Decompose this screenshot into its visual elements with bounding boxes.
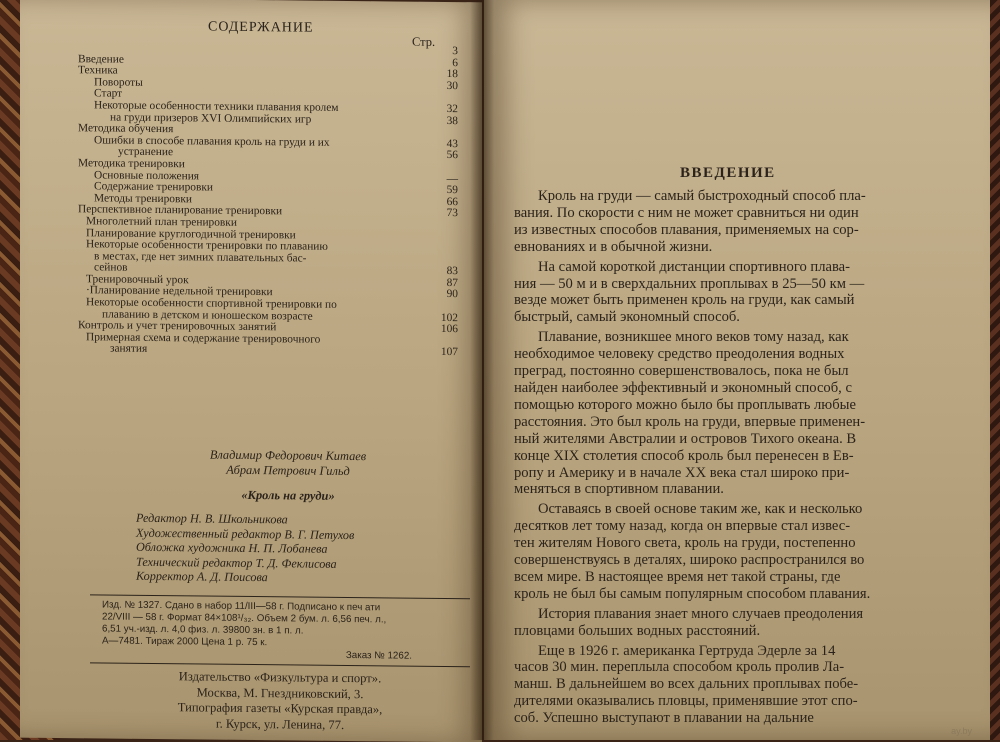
- text-line: десятков лет тому назад, когда он впервые стал извес-: [514, 518, 990, 535]
- divider: [90, 594, 470, 599]
- imprint-line: 22/VIII — 58 г. Формат 84×108¹/₃₂. Объем 2 бум. л. 6,56 печ. л.,: [102, 611, 452, 627]
- toc-entry-title: Введение: [78, 54, 124, 66]
- toc-entry-page: 83: [418, 266, 458, 278]
- toc-entry-title: в местах, где нет зимних плавательных бас-: [94, 251, 306, 265]
- text-line: ния — 50 м и в сверхдальних проплывах в 25—50 км —: [514, 276, 990, 293]
- paragraph: [514, 329, 990, 498]
- text-line: ропу и Америку и в начале XX века стал широко при-: [514, 465, 990, 482]
- toc-entry-page: 90: [418, 289, 458, 301]
- text-line: Оставаясь в своей основе таким же, как и несколько: [514, 501, 990, 518]
- toc-entry-title: устранение: [118, 147, 173, 159]
- toc-page-column-header: Стр.: [412, 35, 435, 50]
- toc-entry-page: 18: [418, 69, 458, 81]
- toc-entry-title: Некоторые особенности тренировки по плаванию: [86, 239, 328, 253]
- text-line: часов 30 мин. переплыла способом кроль пролив Ла-: [514, 659, 990, 676]
- staff-line: Редактор Н. В. Школьникова: [136, 511, 466, 529]
- imprint-line: Заказ № 1262.: [102, 647, 452, 663]
- divider: [90, 662, 470, 667]
- text-line: Плавание, возникшее много веков тому назад, как: [514, 329, 990, 346]
- toc-entry-title: Многолетний план тренировки: [86, 216, 237, 229]
- text-line: всем мире. В настоящее время нет такой страны, где: [514, 569, 990, 586]
- toc-entry-title: занятия: [110, 344, 147, 356]
- publisher-block: [90, 668, 470, 734]
- toc-entry-title: Примерная схема и содержание тренировочного: [86, 332, 320, 346]
- text-line: евнованиях и в обычной жизни.: [514, 239, 990, 256]
- paragraph: [514, 188, 990, 256]
- text-line: пловцами больших водных расстояний.: [514, 623, 990, 640]
- toc-entry-page: 87: [418, 278, 458, 290]
- toc-entry-page: 30: [418, 81, 458, 93]
- editorial-staff: [136, 511, 466, 587]
- toc-entry-title: на груди призеров XVI Олимпийских игр: [110, 112, 311, 126]
- text-line: На самой короткой дистанции спортивного плава-: [514, 259, 990, 276]
- toc-entry-title: Основные положения: [94, 170, 199, 183]
- paragraph: [514, 643, 990, 728]
- toc-entry-title: Методика тренировки: [78, 158, 185, 171]
- text-line: ный жителями Австралии и островов Тихого океана. В: [514, 431, 990, 448]
- toc-entry-title: Некоторые особенности техники плавания кролем: [94, 100, 339, 114]
- text-line: вания. По скорости с ним не может сравниться ни один: [514, 205, 990, 222]
- text-line: помощью которого можно было бы проплывать любые: [514, 397, 990, 414]
- text-line: необходимое человеку средство преодоления водных: [514, 346, 990, 363]
- toc-entry-page: 6: [418, 57, 458, 69]
- toc-entry-page: 32: [418, 104, 458, 116]
- text-line: везде может быть применен кроль на груди, как самый: [514, 292, 990, 309]
- toc-entry-page: 38: [418, 115, 458, 127]
- toc-entry-page: 43: [418, 138, 458, 150]
- watermark: ay.by: [951, 726, 972, 736]
- toc-entry-page: 107: [418, 347, 458, 359]
- staff-line: Технический редактор Т. Д. Феклисова: [136, 555, 466, 573]
- print-imprint: [102, 599, 452, 663]
- text-line: конце XIX столетия способ кроль был перенесен в Ев-: [514, 448, 990, 465]
- left-page: [20, 0, 482, 742]
- publisher-line: Типография газеты «Курская правда»,: [90, 699, 470, 718]
- text-line: из известных способов плавания, применяемых на сор-: [514, 222, 990, 239]
- paragraph: [514, 606, 990, 640]
- text-line: расстояния. Это был кроль на груди, впервые применен-: [514, 414, 990, 431]
- book-title: «Кроль на груди»: [118, 487, 458, 506]
- toc-entry-page: 56: [418, 150, 458, 162]
- paragraph: [514, 259, 990, 327]
- toc-entry-page: 102: [418, 312, 458, 324]
- book-gutter: [470, 0, 494, 740]
- toc-entry-page: 3: [418, 46, 458, 58]
- text-line: найден наиболее эффективный и экономный способ, с: [514, 380, 990, 397]
- toc-entry-page: 73: [418, 208, 458, 220]
- staff-line: Художественный редактор В. Г. Петухов: [136, 525, 466, 543]
- paragraph: [514, 501, 990, 602]
- imprint-line: 6,51 уч.-изд. л. 4,0 физ. л. 39800 зн. в 1 п. л.: [102, 623, 452, 639]
- staff-line: Корректор А. Д. Поисова: [136, 569, 466, 587]
- section-title: ВВЕДЕНИЕ: [680, 165, 776, 182]
- toc-title: СОДЕРЖАНИЕ: [208, 20, 314, 37]
- text-line: Еще в 1926 г. американка Гертруда Эдерле за 14: [514, 643, 990, 660]
- toc-entry-title: Перспективное планирование тренировки: [78, 205, 282, 219]
- toc-entry-title: Содержание тренировки: [94, 181, 213, 194]
- publisher-line: Издательство «Физкультура и спорт».: [90, 668, 470, 687]
- imprint-line: А—7481. Тираж 2000 Цена 1 р. 75 к.: [102, 635, 452, 651]
- table-of-contents: [78, 42, 458, 359]
- text-line: дителями оказывались пловцы, применявшие этот спо-: [514, 693, 990, 710]
- text-line: преград, постоянно совершенствовалось, пока не был: [514, 363, 990, 380]
- text-line: меняться в спортивном плавании.: [514, 481, 990, 498]
- section-body: [514, 188, 990, 730]
- toc-entry-title: ·Планирование недельной тренировки: [86, 286, 273, 300]
- text-line: кроль не был бы самым популярным способом плавания.: [514, 586, 990, 603]
- publisher-line: Москва, М. Гнездниковский, 3.: [90, 684, 470, 703]
- credits-block: [118, 447, 458, 506]
- toc-entry-title: Методы тренировки: [94, 193, 192, 206]
- toc-entry-title: Старт: [94, 89, 122, 101]
- right-page: [484, 0, 990, 740]
- text-line: манш. В дальнейшем во всех дальних проплывах побе-: [514, 676, 990, 693]
- text-line: Кроль на груди — самый быстроходный способ пла-: [514, 188, 990, 205]
- text-line: быстрый, самый экономный способ.: [514, 309, 990, 326]
- author-name: Абрам Петрович Гильд: [118, 462, 458, 481]
- toc-entry-title: Тренировочный урок: [86, 274, 189, 287]
- publisher-line: г. Курск, ул. Ленина, 77.: [90, 715, 470, 734]
- toc-entry-title: Ошибки в способе плавания кроль на груди и их: [94, 135, 330, 149]
- toc-entry-page: 106: [418, 324, 458, 336]
- author-name: Владимир Федорович Китаев: [118, 447, 458, 466]
- toc-entry-title: сейнов: [94, 263, 128, 275]
- staff-line: Обложка художника Н. П. Лобанева: [136, 540, 466, 558]
- text-line: История плавания знает много случаев преодоления: [514, 606, 990, 623]
- toc-entry-page: —: [418, 173, 458, 185]
- toc-entry-page: 66: [418, 196, 458, 208]
- toc-entry-title: Некоторые особенности спортивной тренировки по: [86, 297, 337, 311]
- toc-entry-title: Методика обучения: [78, 123, 173, 136]
- text-line: соб. Успешно выступают в плавании на дальние: [514, 710, 990, 727]
- toc-entry-title: Техника: [78, 65, 118, 77]
- toc-entry-title: Повороты: [94, 77, 143, 89]
- text-line: тен жителям Нового света, кроль на груди, постепенно: [514, 535, 990, 552]
- toc-entry-title: Контроль и учет тренировочных занятий: [78, 320, 276, 334]
- toc-entry-title: плаванию в детском и юношеском возрасте: [102, 309, 313, 323]
- imprint-line: Изд. № 1327. Сдано в набор 11/III—58 г. Подписано к печ ати: [102, 599, 452, 615]
- toc-entry-title: Планирование круглогодичной тренировки: [86, 228, 296, 242]
- text-line: совершенствуясь в деталях, широко распространился во: [514, 552, 990, 569]
- toc-entry-page: 59: [418, 185, 458, 197]
